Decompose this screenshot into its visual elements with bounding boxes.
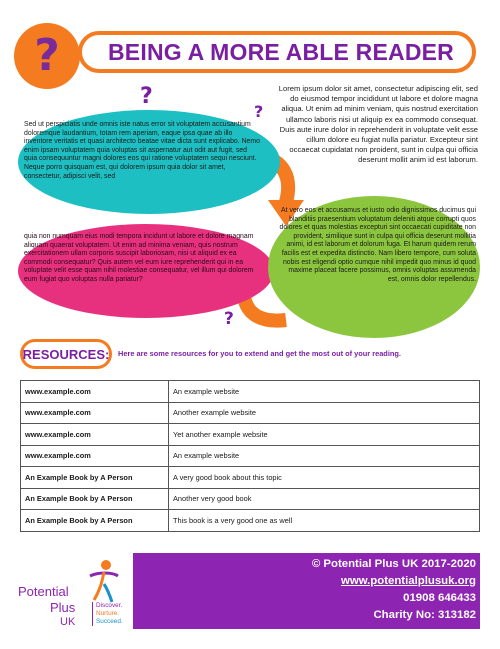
question-mark-icon: ? xyxy=(224,309,234,329)
table-row xyxy=(21,467,480,489)
resources-subtitle: Here are some resources for you to extend and get the most out of your reading. xyxy=(118,349,401,358)
potential-plus-logo xyxy=(18,558,138,634)
resources-label: RESOURCES: xyxy=(22,346,110,362)
resource-name: www.example.com xyxy=(21,402,169,424)
resource-name: An Example Book by A Person xyxy=(21,467,169,489)
resource-name: An Example Book by A Person xyxy=(21,510,169,532)
charity-number: Charity No: 313182 xyxy=(373,609,476,621)
teal-bubble-text: Sed ut perspiciatis unde omnis iste natus error sit voluptatem accusantium doloremque laudantium, totam rem aperiam, eaque ipsa quae ab illo inventore veritatis et quasi architecto beatae vitae dicta sunt explicabo. Nemo enim ipsam voluptatem quia voluptas sit aspernatur aut odit aut fugit, sed quia consequuntur magni dolores eos qui ratione voluptatem sequi nesciunt. Neque porro quisquam est, qui dolorem ipsum quia dolor sit amet, consectetur, adipisci velit, sed xyxy=(24,121,260,180)
logo-tagline xyxy=(92,602,123,626)
green-bubble-text: At vero eos et accusamus et iusto odio dignissimos ducimus qui blanditiis praesentium voluptatum deleniti atque corrupti quos dolores et quas molestias excepturi sint occaecati cupiditate non provident, similique sunt in culpa qui officia deserunt mollitia animi, id est laborum et dolorum fuga. Et harum quidem rerum facilis est et expedita distinctio. Nam libero tempore, cum soluta nobis est eligendi optio cumque nihil impedit quo minus id quod maxime placeat facere possimus, omnis voluptas assumenda est, omnis dolor repellendus. xyxy=(279,207,476,283)
resource-description: Yet another example website xyxy=(169,424,480,446)
table-row xyxy=(21,445,480,467)
tagline-discover: Discover. xyxy=(96,602,123,609)
resource-description: Another very good book xyxy=(169,488,480,510)
question-mark-icon: ? xyxy=(140,84,153,109)
resource-name: www.example.com xyxy=(21,445,169,467)
tagline-nurture: Nurture. xyxy=(96,610,120,617)
resource-name: www.example.com xyxy=(21,424,169,446)
figure-logo-icon xyxy=(86,558,120,604)
footer-contact xyxy=(176,556,476,624)
resource-description: Another example website xyxy=(169,402,480,424)
website-link[interactable]: www.potentialplusuk.org xyxy=(340,575,476,587)
table-row xyxy=(21,424,480,446)
resources-table xyxy=(20,380,480,532)
logo-word-plus: Plus xyxy=(50,600,76,615)
resource-name: An Example Book by A Person xyxy=(21,488,169,510)
resource-description: An example website xyxy=(169,445,480,467)
table-row xyxy=(21,510,480,532)
question-mark-icon: ? xyxy=(34,30,60,81)
question-mark-icon: ? xyxy=(254,102,264,121)
table-row xyxy=(21,402,480,424)
page-title xyxy=(78,31,476,73)
resource-description: This book is a very good one as well xyxy=(169,510,480,532)
phone-number: 01908 646433 xyxy=(403,592,476,604)
intro-paragraph: Lorem ipsum dolor sit amet, consectetur adipiscing elit, sed do eiusmod tempor incididunt ut labore et dolore magna aliqua. Ut enim ad minim veniam, quis nostrud exercitation ullamco laboris nisi ut aliquip ex ea commodo consequat. Duis aute irure dolor in reprehenderit in voluptate velit esse cillum dolore eu fugiat nulla pariatur. Excepteur sint occaecat cupidatat non proident, sunt in culpa qui officia deserunt mollit anim id est laborum. xyxy=(278,84,478,165)
resource-description: A very good book about this topic xyxy=(169,467,480,489)
logo-word-uk: UK xyxy=(60,616,76,628)
pink-bubble-text: quia non numquam eius modi tempora incidunt ut labore et dolore magnam aliquam quaerat voluptatem. Ut enim ad minima veniam, quis nostrum exercitationem ullam corporis suscipit laboriosam, nisi ut aliquid ex ea commodi consequatur? Quis autem vel eum iure reprehenderit qui in ea voluptate velit esse quam nihil molestiae consequatur, vel illum qui dolorem eum fugiat quo voluptas nulla pariatur? xyxy=(24,233,254,283)
logo-word-potential: Potential xyxy=(18,584,69,599)
resource-description: An example website xyxy=(169,381,480,403)
resource-name: www.example.com xyxy=(21,381,169,403)
copyright-text: © Potential Plus UK 2017-2020 xyxy=(311,558,476,570)
table-row xyxy=(21,488,480,510)
page-title-text: BEING A MORE ABLE READER xyxy=(108,38,454,65)
table-row xyxy=(21,381,480,403)
tagline-succeed: Succeed. xyxy=(96,618,123,625)
resources-heading xyxy=(20,339,112,369)
title-question-badge xyxy=(14,23,80,89)
